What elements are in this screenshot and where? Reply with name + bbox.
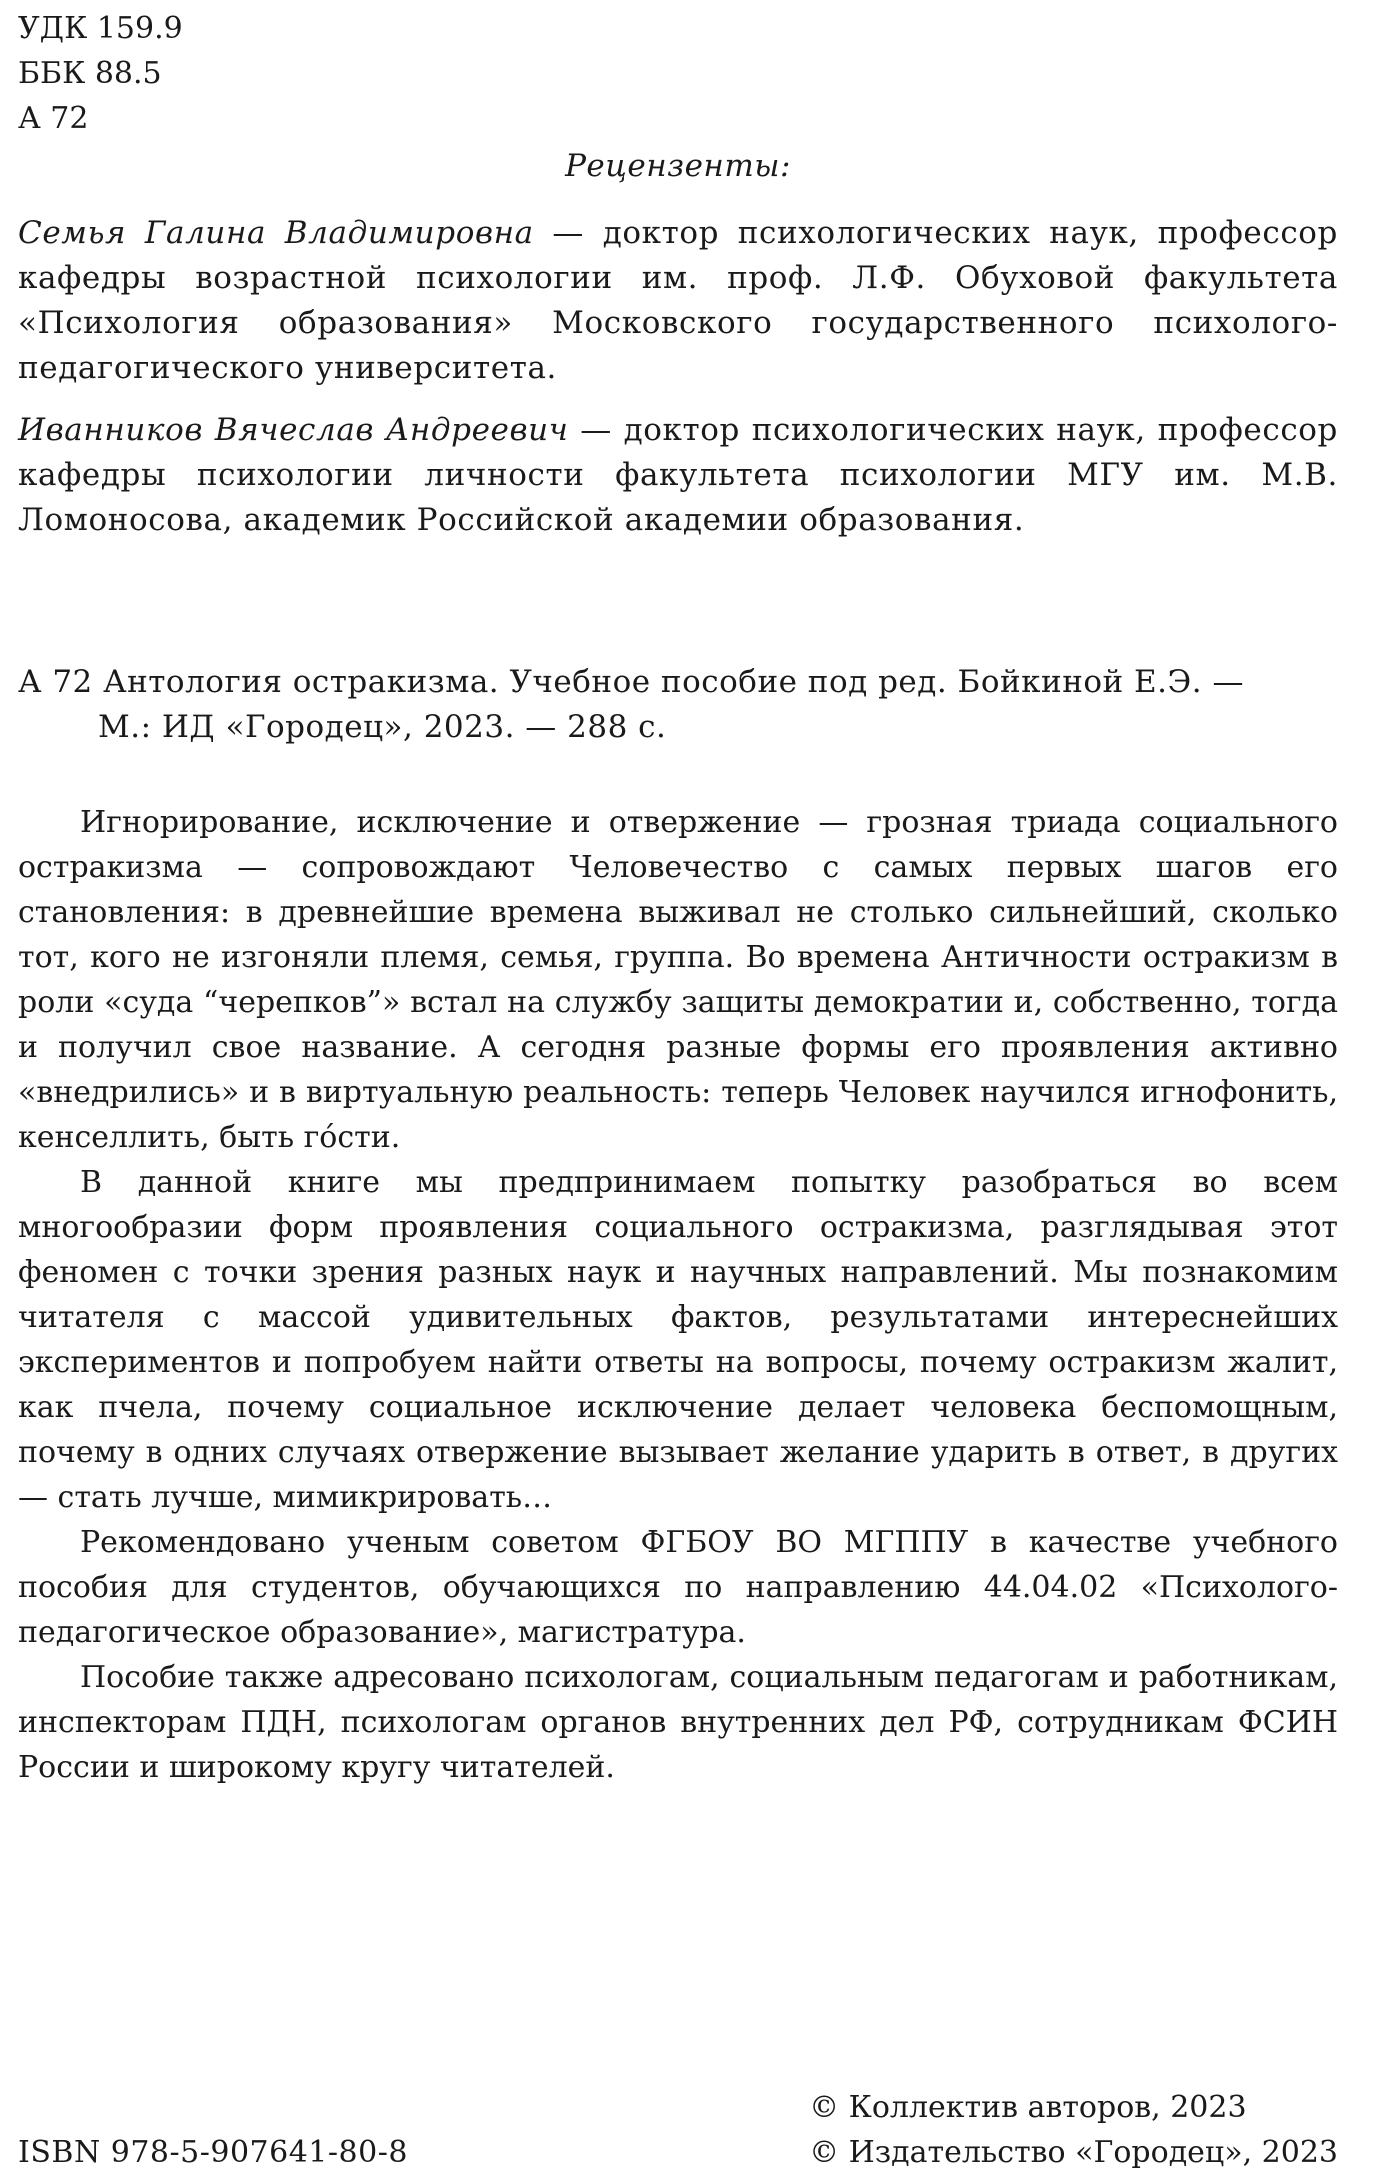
- isbn: ISBN 978-5-907641-80-8: [18, 2135, 408, 2170]
- classification-codes: [18, 6, 183, 141]
- book-imprint-page: [18, 0, 1338, 2171]
- bibliographic-publisher-line: М.: ИД «Городец», 2023. — 288 с.: [98, 709, 667, 745]
- reviewer-entry: [18, 211, 1338, 391]
- copyright-authors: © Коллектив авторов, 2023: [809, 2090, 1247, 2125]
- annotation-paragraph: Игнорирование, исключение и отвержение — грозная триада социального остракизма — сопровождают Человечество с самых первых шагов его становления: в древнейшие времена выживал не столько сильнейший, сколько тот, кого не изгоняли племя, семья, группа. Во времена Античности остракизм в роли «суда “черепков”» встал на службу защиты демократии и, собственно, тогда и получил свое название. А сегодня разные формы его проявления активно «внедрились» и в виртуальную реальность: теперь Человек научился игнофонить, кенселлить, быть го́сти.: [18, 805, 1338, 1155]
- annotation-paragraph: Рекомендовано ученым советом ФГБОУ ВО МГППУ в качестве учебного пособия для студентов, обучающихся по направлению 44.04.02 «Психолого-педагогическое образование», магистратура.: [18, 1525, 1338, 1650]
- bibliographic-title-line: А 72 Антология остракизма. Учебное пособие под ред. Бойкиной Е.Э. —: [18, 664, 1244, 700]
- annotation: [18, 800, 1338, 1790]
- author-sign: А 72: [18, 101, 89, 136]
- copyright-block: [809, 2085, 1338, 2175]
- copyright-publisher: © Издательство «Городец», 2023: [809, 2135, 1338, 2170]
- reviewer-description: — доктор психологических наук, профессор кафедры психологии личности факультета психологии МГУ им. М.В. Ломоносова, академик Российской академии образования.: [18, 412, 1338, 538]
- udk-code: УДК 159.9: [18, 11, 183, 46]
- reviewer-name: Иванников Вячеслав Андреевич: [18, 412, 569, 448]
- reviewers-heading: Рецензенты:: [565, 148, 791, 184]
- reviewer-description: — доктор психологических наук, профессор кафедры возрастной психологии им. проф. Л.Ф. Обуховой факультета «Психология образования» Московского государственного психолого-педагогического университета.: [18, 215, 1338, 386]
- bbk-code: ББК 88.5: [18, 56, 162, 91]
- annotation-paragraph: Пособие также адресовано психологам, социальным педагогам и работникам, инспекторам ПДН, психологам органов внутренних дел РФ, сотрудникам ФСИН России и широкому кругу читателей.: [18, 1660, 1338, 1785]
- annotation-paragraph: В данной книге мы предпринимаем попытку разобраться во всем многообразии форм проявления социального остракизма, разглядывая этот феномен с точки зрения разных наук и научных направлений. Мы познакомим читателя с массой удивительных фактов, результатами интереснейших экспериментов и попробуем найти ответы на вопросы, почему остракизм жалит, как пчела, почему социальное исключение делает человека беспомощным, почему в одних случаях отвержение вызывает желание ударить в ответ, в других — стать лучше, мимикрировать…: [18, 1165, 1338, 1515]
- reviewer-name: Семья Галина Владимировна: [18, 215, 534, 251]
- bibliographic-record: [18, 660, 1338, 750]
- reviewer-entry: [18, 408, 1338, 543]
